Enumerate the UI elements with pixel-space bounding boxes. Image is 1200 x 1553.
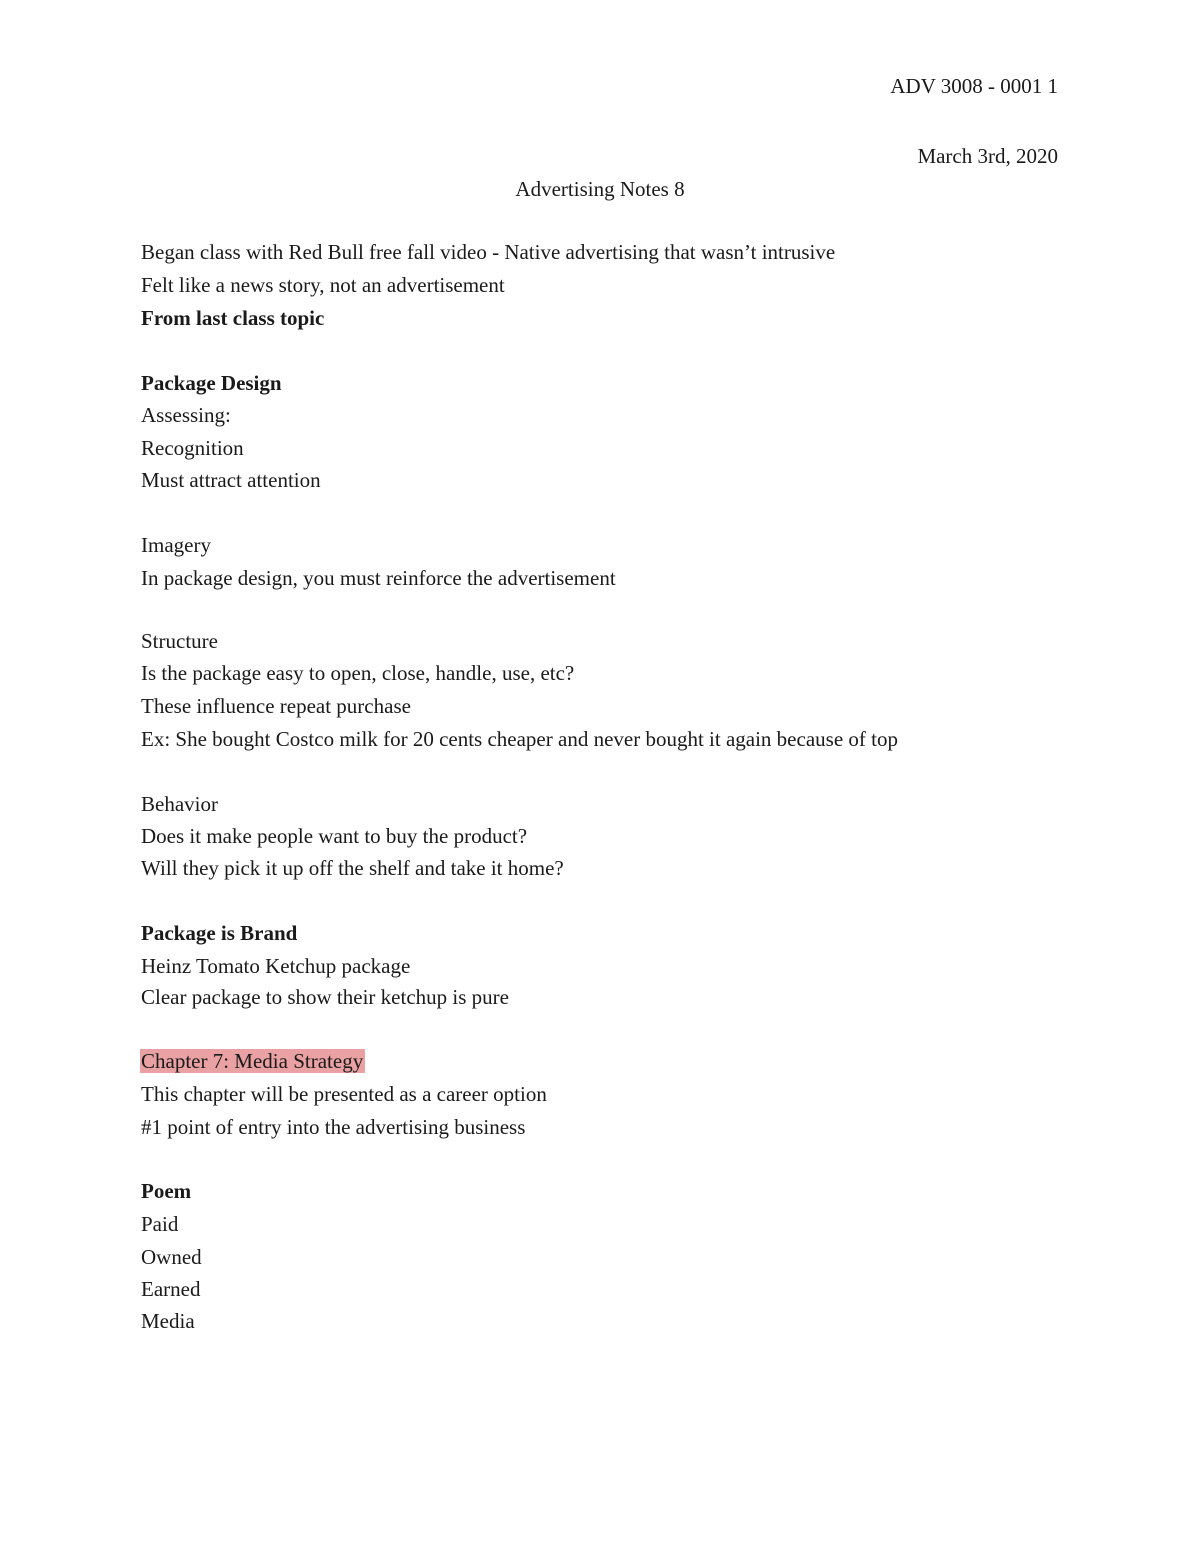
chapter-heading-row [141,1047,365,1075]
date-line: March 3rd, 2020 [917,144,1058,168]
page-title: Advertising Notes 8 [515,177,685,201]
section-heading-package-design: Package Design [141,371,282,395]
list-item: Earned [141,1277,201,1301]
list-item: These influence repeat purchase [141,694,411,718]
list-item: Does it make people want to buy the product? [141,824,528,848]
intro-line-2: Felt like a news story, not an advertisement [141,273,505,297]
section-heading-chapter-7: Chapter 7: Media Strategy [141,1049,364,1073]
list-item: Clear package to show their ketchup is pure [141,985,509,1009]
list-item: Is the package easy to open, close, handle, use, etc? [141,661,575,685]
list-item: Owned [141,1245,202,1269]
course-header: ADV 3008 - 0001 1 [890,74,1058,98]
list-item: Must attract attention [141,468,321,492]
list-item: Ex: She bought Costco milk for 20 cents cheaper and never bought it again because of top [141,727,898,751]
list-item: This chapter will be presented as a career option [141,1082,547,1106]
section-heading-behavior: Behavior [141,792,218,816]
list-item: In package design, you must reinforce the advertisement [141,566,616,590]
list-item: #1 point of entry into the advertising business [141,1115,526,1139]
section-heading-imagery: Imagery [141,533,211,557]
list-item: Assessing: [141,403,231,427]
list-item: Recognition [141,436,244,460]
list-item: Heinz Tomato Ketchup package [141,954,411,978]
intro-heading-last-class: From last class topic [141,306,325,330]
list-item: Media [141,1309,195,1333]
section-heading-poem: Poem [141,1179,192,1203]
section-heading-package-is-brand: Package is Brand [141,921,298,945]
list-item: Paid [141,1212,179,1236]
section-heading-structure: Structure [141,629,218,653]
list-item: Will they pick it up off the shelf and take it home? [141,856,564,880]
intro-line-1: Began class with Red Bull free fall video - Native advertising that wasn’t intrusive [141,240,836,264]
